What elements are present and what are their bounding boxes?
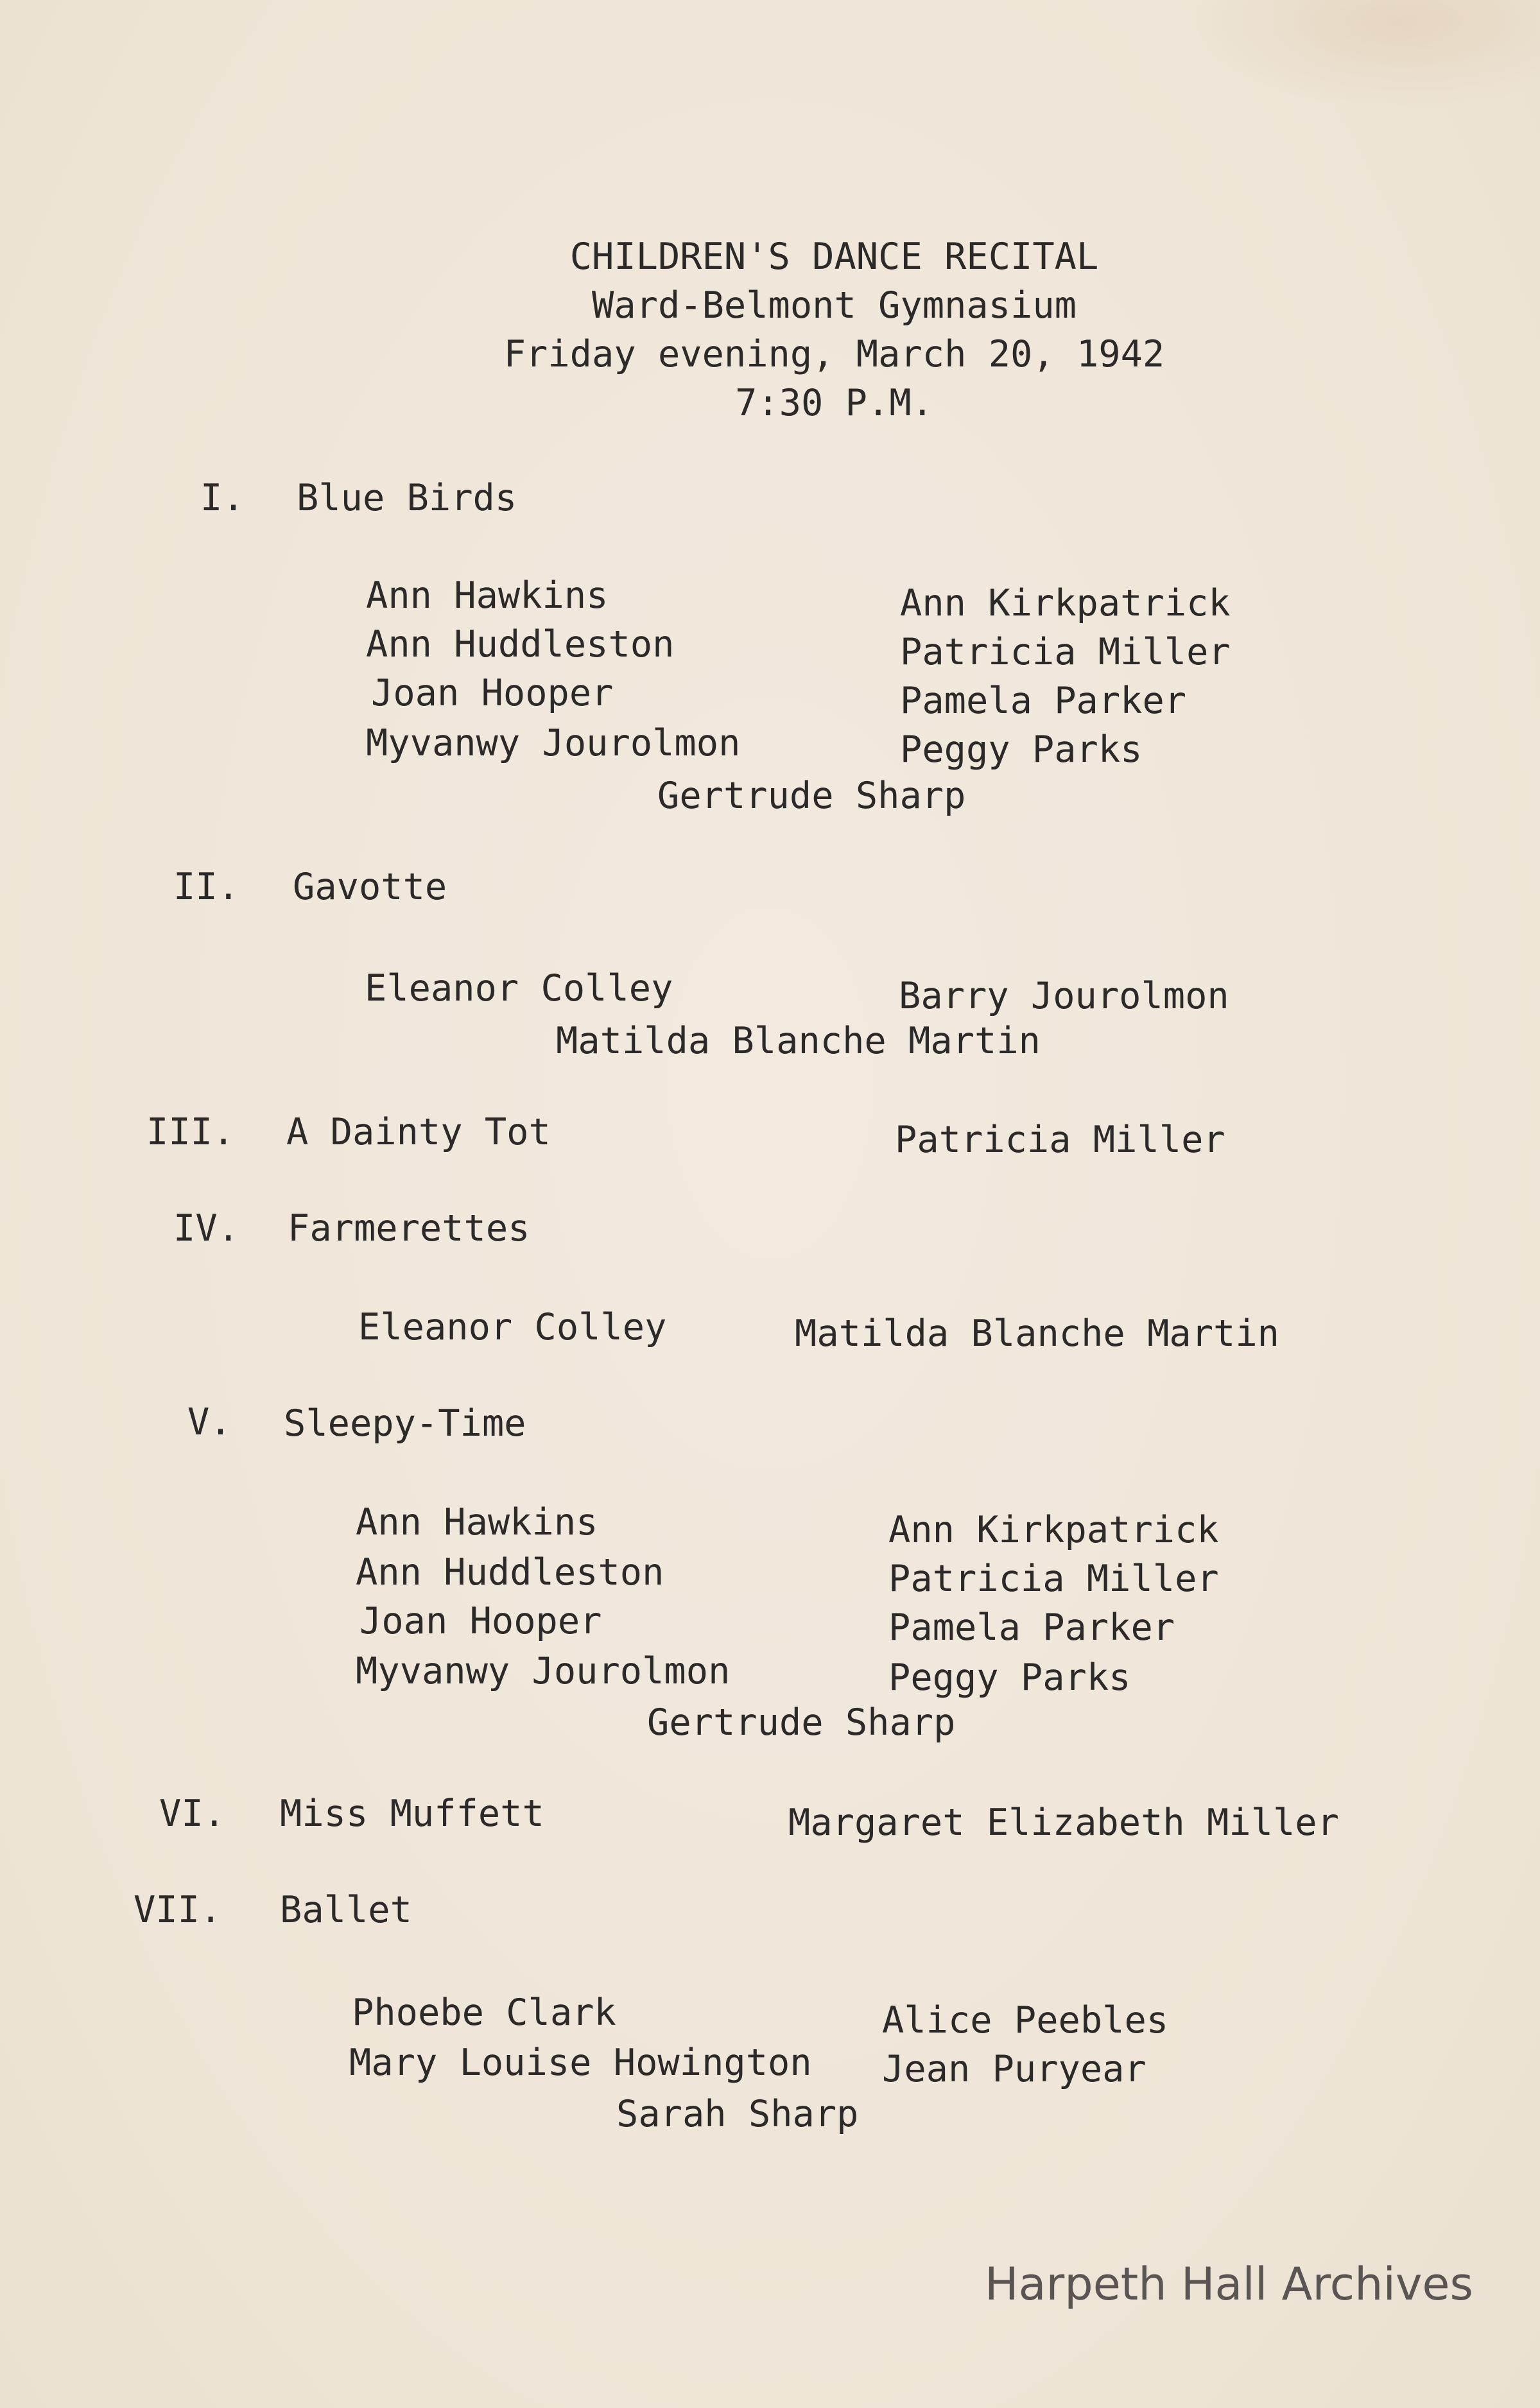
performer-right: Patricia Miller [900,631,1231,673]
performer-left: Joan Hooper [371,672,614,714]
performer-right: Pamela Parker [888,1606,1175,1649]
performer-right: Peggy Parks [900,728,1143,771]
performer-center: Matilda Blanche Martin [556,1020,1041,1062]
item-numeral: IV. [173,1207,239,1250]
performer-single: Margaret Elizabeth Miller [788,1802,1339,1844]
performer-left: Myvanwy Jourolmon [366,722,741,764]
item-title: Blue Birds [297,477,517,519]
recital-time: 7:30 P.M. [735,382,933,424]
performer-right: Jean Puryear [882,2048,1146,2090]
item-title: Sleepy-Time [284,1402,526,1445]
item-title: Ballet [280,1889,412,1931]
performer-single: Patricia Miller [895,1119,1225,1161]
performer-left: Eleanor Colley [358,1306,667,1348]
item-numeral: III. [146,1111,235,1153]
performer-left: Mary Louise Howington [349,2042,812,2084]
paper-stain [1188,0,1540,109]
performer-left: Eleanor Colley [365,967,673,1010]
archive-watermark: Harpeth Hall Archives [985,2258,1473,2310]
performer-center: Gertrude Sharp [647,1701,956,1744]
recital-venue: Ward-Belmont Gymnasium [592,284,1077,327]
recital-title: CHILDREN'S DANCE RECITAL [569,236,1099,278]
performer-left: Myvanwy Jourolmon [356,1650,731,1692]
item-numeral: V. [187,1401,232,1443]
performer-right: Matilda Blanche Martin [795,1312,1279,1355]
performer-left: Phoebe Clark [352,1991,616,2034]
item-numeral: II. [173,866,239,908]
item-numeral: I. [200,477,245,519]
item-title: Gavotte [293,866,447,908]
item-title: A Dainty Tot [286,1111,551,1153]
performer-right: Pamela Parker [900,680,1187,722]
item-title: Miss Muffett [280,1793,544,1835]
performer-left: Ann Huddleston [356,1551,664,1594]
performer-left: Ann Hawkins [366,574,609,617]
performer-right: Ann Kirkpatrick [888,1509,1219,1551]
performer-right: Alice Peebles [882,1999,1169,2042]
performer-left: Ann Hawkins [356,1501,598,1544]
item-numeral: VI. [159,1793,225,1835]
performer-center: Sarah Sharp [616,2093,859,2135]
performer-right: Ann Kirkpatrick [900,582,1231,624]
performer-center: Gertrude Sharp [657,775,966,817]
performer-right: Peggy Parks [888,1656,1131,1699]
performer-left: Ann Huddleston [366,623,675,666]
performer-right: Patricia Miller [888,1558,1219,1600]
item-numeral: VII. [134,1889,222,1931]
performer-right: Barry Jourolmon [899,975,1229,1017]
item-title: Farmerettes [288,1207,530,1250]
performer-left: Joan Hooper [359,1600,602,1642]
recital-date: Friday evening, March 20, 1942 [503,333,1165,375]
